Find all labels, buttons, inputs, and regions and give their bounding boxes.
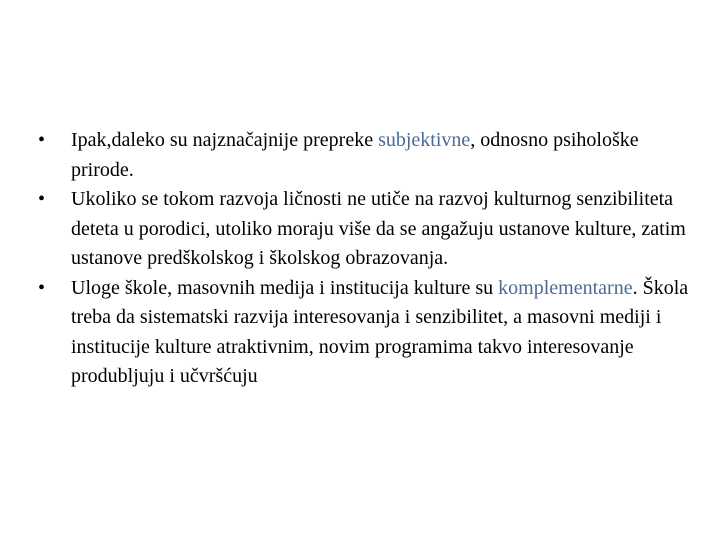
highlight-term-komplementarne: komplementarne (498, 276, 633, 299)
bullet-icon: • (38, 129, 46, 151)
bullet-text-1-end: , odnosno psihološke prirode. (71, 129, 639, 181)
bullet-item-2 (38, 185, 698, 274)
bullet-text-3-start: Uloge škole, masovnih medija i institucija kulture su (71, 276, 499, 299)
bullet-icon: • (38, 276, 46, 299)
bullet-text-1-start: Ipak,daleko su najznačajnije prepreke (71, 129, 379, 151)
bullet-text-2: Ukoliko se tokom razvoja ličnosti ne utiče na razvoj kulturnog senzibiliteta deteta u porodici, utoliko moraju više da se angažuju ustanove kulture, zatim ustanove predškolskog i školskog obrazovanja. (71, 188, 686, 269)
bullet-item-1 (38, 126, 698, 185)
bullet-icon: • (38, 188, 46, 210)
bullet-list (38, 126, 698, 392)
highlight-term-subjektivne: subjektivne (378, 129, 471, 151)
bullet-item-3 (38, 274, 698, 392)
bullet-text-3-end: . Škola treba da sistematski razvija interesovanja i senzibilitet, a masovni mediji i institucije kulture atraktivnim, novim programima takvo interesovanje produbljuju i učvršćuju (71, 276, 689, 387)
